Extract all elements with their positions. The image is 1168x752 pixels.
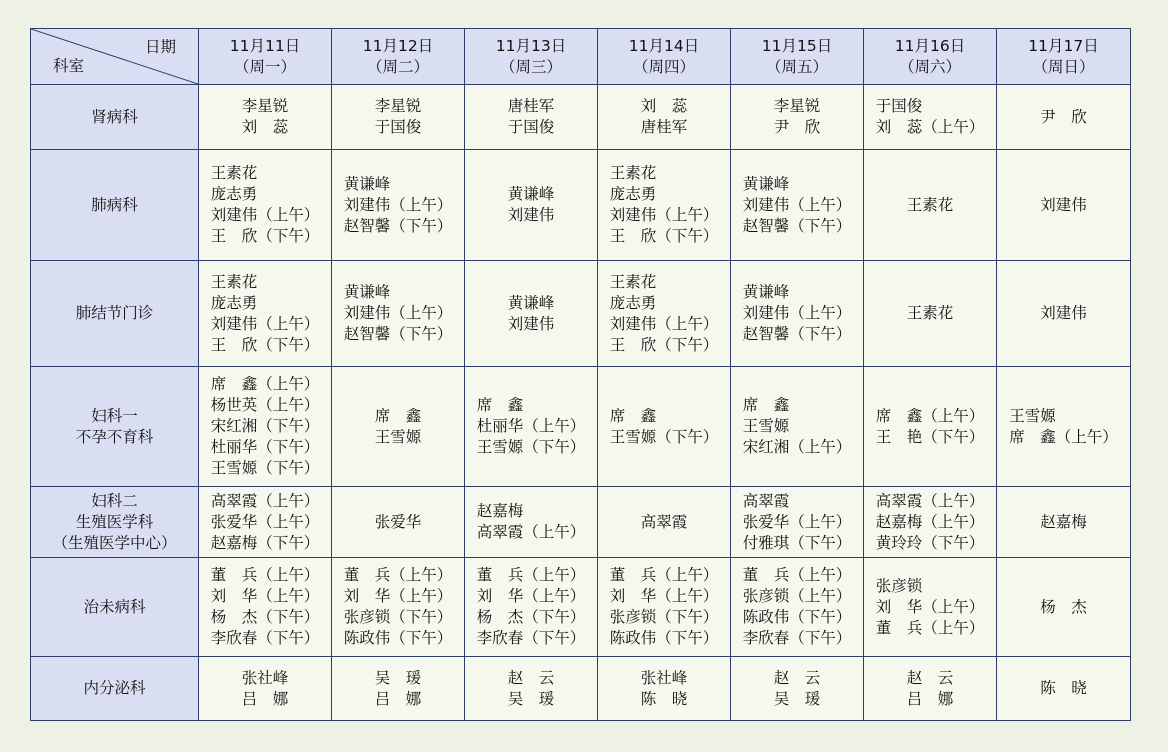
doctor-cell <box>332 487 465 558</box>
date-header-lines <box>895 36 965 78</box>
doctor-line: 张社峰 <box>241 668 289 687</box>
doctor-line: 刘 华（上午） <box>875 597 985 616</box>
doctor-line: 张彦锁（下午） <box>609 608 719 626</box>
doctor-cell <box>731 367 864 487</box>
doctor-line: 董 兵（上午） <box>343 566 453 584</box>
date-header-line: （周三） <box>499 57 562 76</box>
date-header-7 <box>997 29 1131 85</box>
doctor-line: 席 鑫（上午） <box>1009 427 1118 446</box>
dept-row <box>31 261 1131 367</box>
doctor-line: 刘建伟 <box>507 206 555 224</box>
doctor-cell <box>997 85 1131 150</box>
dept-name-cell <box>31 261 199 367</box>
doctor-cell <box>731 558 864 657</box>
doctor-line: 董 兵（上午） <box>875 618 985 637</box>
doctor-line: 杨 杰（下午） <box>210 608 320 626</box>
dept-name-cell <box>31 487 199 558</box>
date-header-line: （周一） <box>233 57 296 76</box>
dept-name-line: 肾病科 <box>91 107 138 126</box>
doctor-cell <box>864 367 997 487</box>
doctor-line: 王雪嫄（下午） <box>476 438 586 456</box>
doctor-lines <box>1040 195 1087 216</box>
date-header-line: （周四） <box>632 57 695 76</box>
doctor-line: 刘建伟（上午） <box>609 206 719 224</box>
dept-name-lines <box>83 678 145 699</box>
doctor-lines <box>375 668 422 710</box>
dept-name-line: （生殖医学中心） <box>52 533 177 552</box>
doctor-line: 刘 华（上午） <box>476 587 586 605</box>
doctor-line: 赵智馨（下午） <box>742 325 852 343</box>
dept-name-lines <box>83 597 145 618</box>
doctor-cell <box>864 85 997 150</box>
doctor-line: 刘建伟（上午） <box>210 314 320 333</box>
doctor-line: 张彦锁（下午） <box>343 608 453 626</box>
doctor-lines <box>375 96 422 138</box>
doctor-lines <box>1040 512 1087 533</box>
doctor-cell <box>864 487 997 558</box>
doctor-lines <box>743 491 852 554</box>
doctor-line: 吴 瑗 <box>374 668 422 687</box>
doctor-cell <box>199 150 332 261</box>
doctor-line: 宋红湘（上午） <box>742 438 852 456</box>
doctor-line: 董 兵（上午） <box>476 566 586 584</box>
doctor-lines <box>375 512 422 533</box>
doctor-lines <box>907 195 954 216</box>
doctor-lines <box>1040 303 1087 324</box>
doctor-cell <box>199 657 332 721</box>
doctor-line: 赵智馨（下午） <box>742 216 852 235</box>
dept-name-line: 不孕不育科 <box>75 427 154 446</box>
doctor-line: 刘建伟（上午） <box>343 195 453 214</box>
doctor-lines <box>508 96 555 138</box>
doctor-line: 李星锐 <box>241 97 289 115</box>
doctor-line: 刘建伟（上午） <box>210 206 320 224</box>
dept-name-line: 妇科一 <box>91 406 138 425</box>
doctor-line: 李星锐 <box>773 97 821 115</box>
doctor-line: 张彦锁 <box>875 576 923 595</box>
doctor-cell <box>199 367 332 487</box>
doctor-lines <box>743 395 852 458</box>
doctor-line: 尹 欣 <box>1040 107 1087 126</box>
doctor-line: 陈 晓 <box>1040 679 1087 697</box>
doctor-line: 赵 云 <box>906 668 954 687</box>
doctor-line: 赵 云 <box>773 668 821 687</box>
doctor-line: 唐桂军 <box>507 97 555 115</box>
doctor-line: 刘建伟 <box>1040 304 1087 322</box>
corner-dept-label: 科室 <box>53 57 85 75</box>
doctor-cell <box>731 657 864 721</box>
date-header-2 <box>332 29 465 85</box>
doctor-cell <box>598 558 731 657</box>
doctor-lines <box>211 491 320 554</box>
dept-name-line: 妇科二 <box>91 491 138 510</box>
doctor-line: 高翠霞（上午） <box>210 491 320 510</box>
doctor-line: 王素花 <box>906 304 954 322</box>
doctor-lines <box>876 491 985 554</box>
doctor-lines <box>477 395 586 458</box>
dept-name-lines <box>91 195 138 216</box>
doctor-lines <box>610 163 719 247</box>
date-header-line: （周五） <box>765 57 828 76</box>
date-header-line: 11月12日 <box>362 36 434 55</box>
doctor-line: 张社峰 <box>640 668 688 687</box>
doctor-line: 赵嘉梅（上午） <box>875 512 985 531</box>
doctor-line: 刘建伟（上午） <box>742 195 852 214</box>
dept-name-cell <box>31 85 199 150</box>
doctor-line: 刘 华（上午） <box>210 587 320 605</box>
doctor-line: 王雪嫄（下午） <box>609 427 719 446</box>
doctor-lines <box>774 96 821 138</box>
doctor-line: 刘 蕊（上午） <box>875 118 985 136</box>
dept-name-lines <box>52 491 176 554</box>
schedule-table <box>30 28 1131 721</box>
doctor-line: 杨 杰（下午） <box>476 608 586 626</box>
doctor-line: 赵嘉梅 <box>1040 512 1087 531</box>
doctor-line: 张爱华（上午） <box>210 512 320 531</box>
dept-row <box>31 150 1131 261</box>
doctor-cell <box>332 150 465 261</box>
doctor-line: 高翠霞（上午） <box>476 523 586 541</box>
doctor-cell <box>598 85 731 150</box>
date-header-line: 11月16日 <box>894 36 966 55</box>
doctor-lines <box>1009 406 1118 448</box>
doctor-cell <box>997 487 1131 558</box>
doctor-lines <box>907 668 954 710</box>
dept-name-cell <box>31 657 199 721</box>
doctor-line: 黄谦峰 <box>507 185 555 203</box>
doctor-lines <box>211 374 320 479</box>
doctor-cell <box>598 367 731 487</box>
doctor-lines <box>508 668 555 710</box>
doctor-line: 董 兵（上午） <box>609 566 719 584</box>
doctor-line: 吴 瑗 <box>773 689 821 708</box>
corner-date-label: 日期 <box>144 38 176 56</box>
dept-row <box>31 657 1131 721</box>
date-header-lines <box>496 36 566 78</box>
dept-name-line: 肺结节门诊 <box>75 304 154 322</box>
doctor-cell <box>731 150 864 261</box>
doctor-line: 陈 晓 <box>640 689 688 708</box>
doctor-line: 于国俊 <box>374 118 422 136</box>
date-header-3 <box>465 29 598 85</box>
doctor-line: 付雅琪（下午） <box>742 533 852 552</box>
doctor-lines <box>641 96 688 138</box>
doctor-cell <box>465 487 598 558</box>
doctor-line: 王雪嫄 <box>374 427 422 446</box>
doctor-line: 王素花 <box>210 164 258 182</box>
dept-name-cell <box>31 150 199 261</box>
corner-cell <box>31 29 199 85</box>
doctor-line: 张爱华（上午） <box>742 512 852 531</box>
doctor-cell <box>465 657 598 721</box>
doctor-cell <box>598 261 731 367</box>
doctor-line: 杨世英（上午） <box>210 396 320 414</box>
doctor-line: 于国俊 <box>507 118 555 136</box>
doctor-line: 尹 欣 <box>773 118 821 136</box>
doctor-lines <box>743 174 852 237</box>
doctor-line: 王雪嫄 <box>742 417 790 435</box>
doctor-cell <box>864 657 997 721</box>
doctor-lines <box>876 576 985 639</box>
dept-name-lines <box>91 107 138 128</box>
doctor-line: 王雪嫄 <box>1009 406 1056 425</box>
doctor-line: 刘 蕊 <box>241 118 289 136</box>
dept-row <box>31 85 1131 150</box>
dept-name-line: 内分泌科 <box>83 679 146 697</box>
doctor-line: 王 欣（下午） <box>210 335 320 354</box>
doctor-line: 赵智馨（下午） <box>343 325 453 343</box>
doctor-line: 高翠霞 <box>640 512 688 531</box>
doctor-lines <box>876 406 985 448</box>
doctor-lines <box>641 668 688 710</box>
doctor-lines <box>211 272 320 356</box>
doctor-line: 刘建伟 <box>1040 195 1087 214</box>
doctor-cell <box>465 85 598 150</box>
doctor-line: 王 欣（下午） <box>210 227 320 245</box>
date-header-6 <box>864 29 997 85</box>
doctor-cell <box>465 367 598 487</box>
doctor-line: 赵 云 <box>507 668 555 687</box>
doctor-line: 董 兵（上午） <box>742 566 852 584</box>
doctor-line: 吕 娜 <box>374 689 422 708</box>
dept-row <box>31 558 1131 657</box>
doctor-lines <box>477 565 586 649</box>
doctor-cell <box>465 261 598 367</box>
doctor-line: 王 欣（下午） <box>609 227 719 245</box>
doctor-cell <box>199 261 332 367</box>
doctor-cell <box>332 558 465 657</box>
doctor-line: 席 鑫（上午） <box>875 406 985 425</box>
doctor-line: 黄谦峰 <box>742 283 790 301</box>
doctor-lines <box>1040 678 1087 699</box>
doctor-cell <box>332 261 465 367</box>
doctor-lines <box>743 282 852 345</box>
doctor-line: 王雪嫄（下午） <box>210 459 320 477</box>
doctor-line: 黄谦峰 <box>742 174 790 193</box>
doctor-cell <box>199 558 332 657</box>
date-header-line: （周六） <box>898 57 961 76</box>
doctor-line: 刘 华（上午） <box>343 587 453 605</box>
doctor-line: 席 鑫 <box>742 396 790 414</box>
doctor-line: 陈政伟（下午） <box>742 608 852 626</box>
doctor-line: 张爱华 <box>374 512 422 531</box>
doctor-line: 赵智馨（下午） <box>343 216 453 235</box>
doctor-cell <box>997 367 1131 487</box>
doctor-lines <box>1040 107 1087 128</box>
doctor-line: 席 鑫 <box>476 396 524 414</box>
doctor-cell <box>997 150 1131 261</box>
doctor-line: 宋红湘（下午） <box>210 417 320 435</box>
doctor-line: 吕 娜 <box>241 689 289 708</box>
doctor-line: 王素花 <box>210 272 258 291</box>
doctor-line: 张彦锁（上午） <box>742 587 852 605</box>
doctor-line: 吴 瑗 <box>507 689 555 708</box>
doctor-lines <box>242 96 289 138</box>
doctor-line: 刘建伟 <box>507 314 555 333</box>
doctor-lines <box>743 565 852 649</box>
dept-name-line: 肺病科 <box>91 195 138 214</box>
doctor-line: 黄玲玲（下午） <box>875 533 985 552</box>
dept-name-cell <box>31 367 199 487</box>
doctor-line: 庞志勇 <box>210 293 258 312</box>
doctor-cell <box>731 487 864 558</box>
doctor-cell <box>332 85 465 150</box>
header-row <box>31 29 1131 85</box>
doctor-line: 刘建伟（上午） <box>609 314 719 333</box>
doctor-cell <box>598 487 731 558</box>
date-header-lines <box>1028 36 1098 78</box>
doctor-cell <box>465 150 598 261</box>
date-header-5 <box>731 29 864 85</box>
dept-row <box>31 367 1131 487</box>
date-header-line: 11月13日 <box>495 36 567 55</box>
doctor-line: 刘建伟（上午） <box>343 304 453 322</box>
doctor-line: 高翠霞 <box>742 491 790 510</box>
doctor-line: 陈政伟（下午） <box>609 629 719 647</box>
doctor-lines <box>242 668 289 710</box>
doctor-line: 庞志勇 <box>609 293 657 312</box>
doctor-line: 黄谦峰 <box>343 283 391 301</box>
doctor-line: 席 鑫（上午） <box>210 375 320 393</box>
dept-row <box>31 487 1131 558</box>
doctor-line: 王 欣（下午） <box>609 335 719 354</box>
doctor-cell <box>332 657 465 721</box>
doctor-cell <box>997 261 1131 367</box>
doctor-line: 庞志勇 <box>609 185 657 203</box>
doctor-cell <box>199 487 332 558</box>
doctor-line: 陈政伟（下午） <box>343 629 453 647</box>
date-header-lines <box>629 36 699 78</box>
schedule-document <box>30 28 1130 720</box>
date-header-lines <box>230 36 300 78</box>
doctor-lines <box>211 565 320 649</box>
doctor-lines <box>344 565 453 649</box>
date-header-line: 11月15日 <box>761 36 833 55</box>
doctor-line: 席 鑫 <box>609 406 657 425</box>
doctor-line: 王素花 <box>609 272 657 291</box>
doctor-lines <box>641 512 688 533</box>
date-header-1 <box>199 29 332 85</box>
date-header-line: （周日） <box>1032 57 1095 76</box>
doctor-line: 刘建伟（上午） <box>742 304 852 322</box>
doctor-cell <box>731 261 864 367</box>
doctor-line: 李星锐 <box>374 97 422 115</box>
doctor-lines <box>477 501 586 543</box>
dept-name-lines <box>76 406 154 448</box>
doctor-lines <box>211 163 320 247</box>
doctor-lines <box>610 406 719 448</box>
doctor-lines <box>907 303 954 324</box>
doctor-cell <box>864 261 997 367</box>
doctor-lines <box>344 282 453 345</box>
doctor-lines <box>610 565 719 649</box>
doctor-cell <box>598 657 731 721</box>
date-header-lines <box>762 36 832 78</box>
doctor-line: 赵嘉梅（下午） <box>210 533 320 552</box>
doctor-line: 李欣春（下午） <box>476 629 586 647</box>
doctor-line: 李欣春（下午） <box>742 629 852 647</box>
doctor-line: 王素花 <box>609 164 657 182</box>
doctor-lines <box>774 668 821 710</box>
doctor-line: 黄谦峰 <box>507 293 555 312</box>
doctor-cell <box>997 657 1131 721</box>
doctor-cell <box>465 558 598 657</box>
doctor-lines <box>375 406 422 448</box>
doctor-line: 李欣春（下午） <box>210 629 320 647</box>
doctor-line: 杜丽华（上午） <box>476 417 586 435</box>
doctor-lines <box>876 96 985 138</box>
doctor-line: 唐桂军 <box>640 118 688 136</box>
date-header-line: 11月17日 <box>1028 36 1099 55</box>
doctor-line: 赵嘉梅 <box>476 502 524 520</box>
date-header-line: （周二） <box>366 57 429 76</box>
dept-name-cell <box>31 558 199 657</box>
doctor-lines <box>344 174 453 237</box>
doctor-cell <box>864 150 997 261</box>
doctor-line: 黄谦峰 <box>343 174 391 193</box>
doctor-cell <box>598 150 731 261</box>
doctor-cell <box>199 85 332 150</box>
dept-name-line: 治未病科 <box>83 597 146 616</box>
doctor-line: 杨 杰 <box>1040 597 1087 616</box>
doctor-line: 王 艳（下午） <box>875 427 985 446</box>
date-header-lines <box>363 36 433 78</box>
doctor-cell <box>864 558 997 657</box>
doctor-line: 吕 娜 <box>906 689 954 708</box>
doctor-lines <box>1040 597 1087 618</box>
doctor-cell <box>997 558 1131 657</box>
dept-name-line: 生殖医学科 <box>75 512 154 531</box>
doctor-line: 高翠霞（上午） <box>875 491 985 510</box>
doctor-line: 席 鑫 <box>374 406 422 425</box>
doctor-line: 庞志勇 <box>210 185 258 203</box>
doctor-line: 于国俊 <box>875 97 923 115</box>
doctor-lines <box>508 293 555 335</box>
date-header-line: 11月14日 <box>628 36 700 55</box>
doctor-cell <box>731 85 864 150</box>
doctor-line: 董 兵（上午） <box>210 566 320 584</box>
doctor-line: 刘 华（上午） <box>609 587 719 605</box>
doctor-cell <box>332 367 465 487</box>
doctor-lines <box>610 272 719 356</box>
doctor-line: 王素花 <box>906 195 954 214</box>
doctor-line: 杜丽华（下午） <box>210 438 320 456</box>
doctor-line: 刘 蕊 <box>640 97 688 115</box>
dept-name-lines <box>76 303 154 324</box>
date-header-4 <box>598 29 731 85</box>
date-header-line: 11月11日 <box>229 36 301 55</box>
doctor-lines <box>508 184 555 226</box>
